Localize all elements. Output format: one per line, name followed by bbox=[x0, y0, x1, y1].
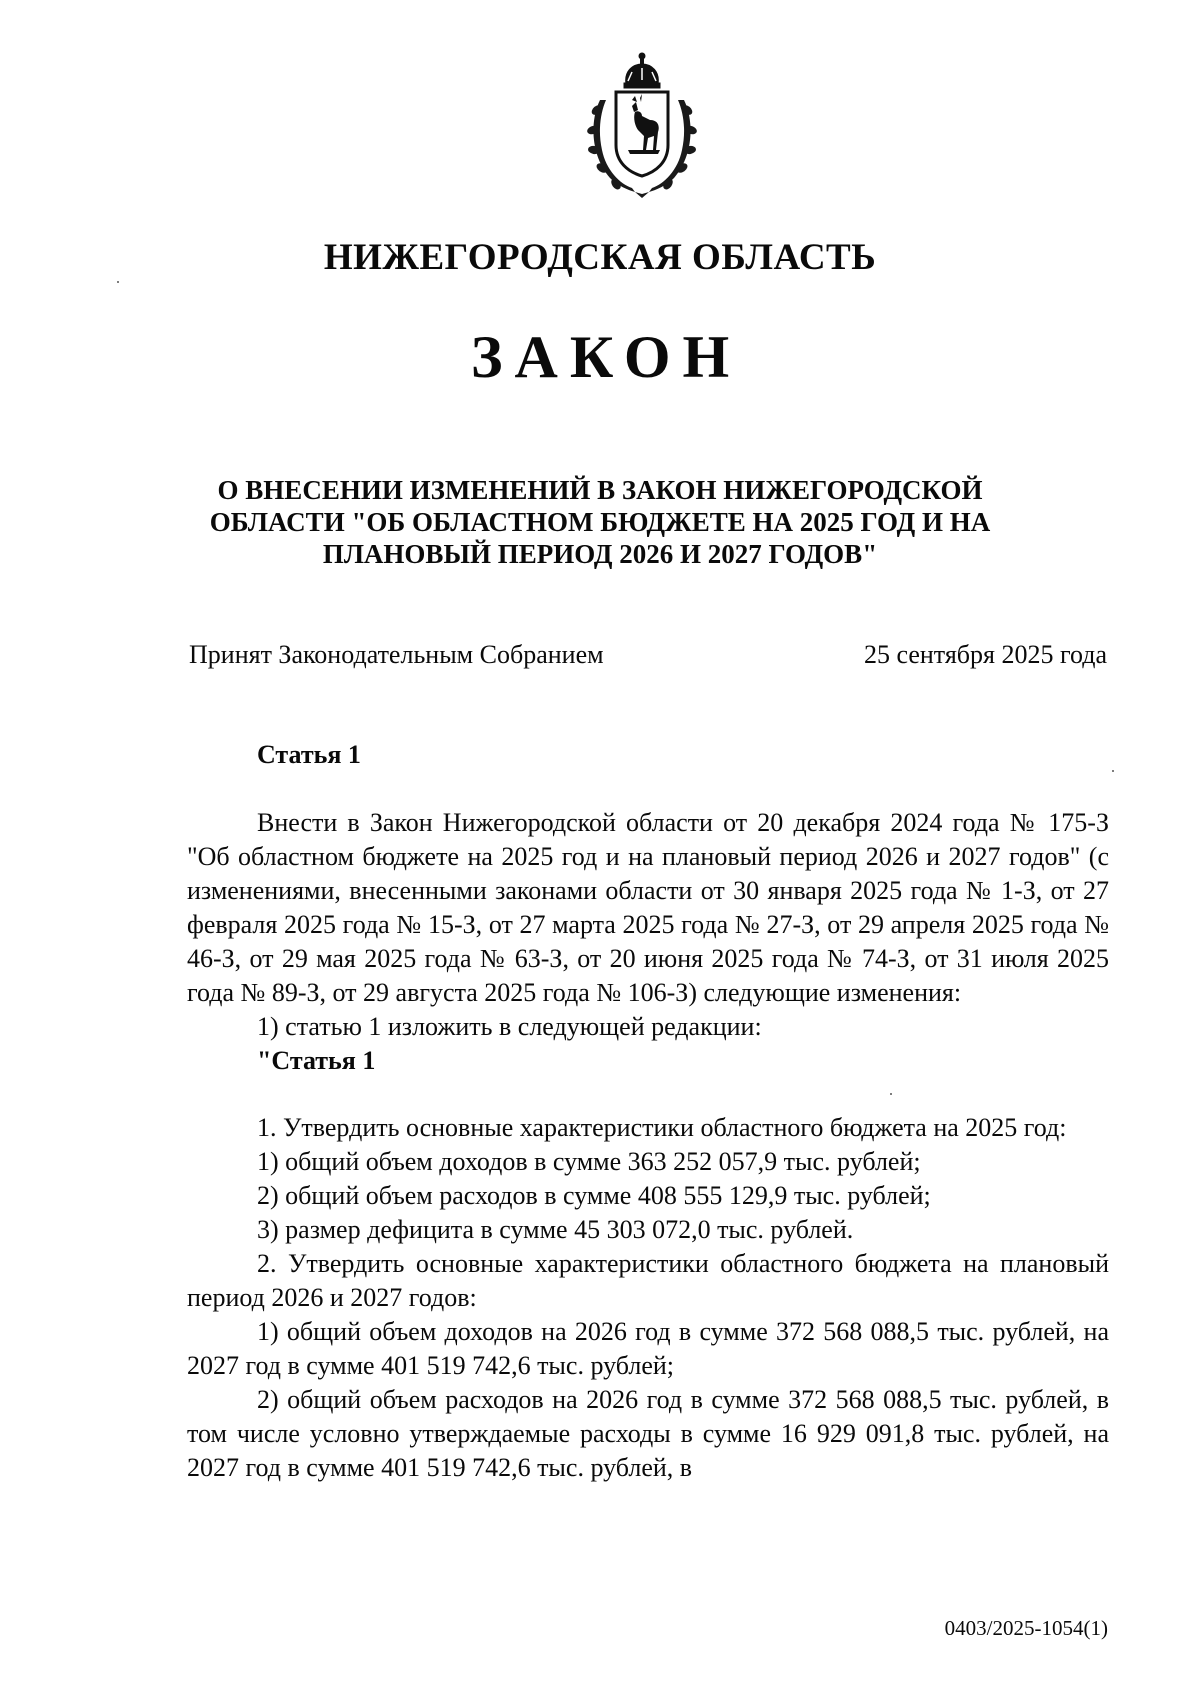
clause-item: 3) размер дефицита в сумме 45 303 072,0 тыс. рублей. bbox=[257, 1215, 854, 1244]
intro-paragraph: Внести в Закон Нижегородской области от 20 декабря 2024 года № 175-З "Об областном бюджете на 2025 год и на плановый период 2026 и 2027 годов" (с изменениями, внесенными законами области от 30 января 2025 года № 1-З, от 27 февраля 2025 года № 15-З, от 27 марта 2025 года № 27-З, от 29 апреля 2025 года № 46-З, от 29 мая 2025 года № 63-З, от 20 июня 2025 года № 74-З, от 31 июля 2025 года № 89-З, от 29 августа 2025 года № 106-З) следующие изменения: bbox=[187, 808, 1109, 1007]
law-title-line: ПЛАНОВЫЙ ПЕРИОД 2026 И 2027 ГОДОВ" bbox=[322, 539, 878, 569]
law-body bbox=[187, 738, 1109, 1485]
clause-item: 2) общий объем расходов в сумме 408 555 129,9 тыс. рублей; bbox=[257, 1181, 931, 1210]
scan-speck bbox=[117, 281, 119, 283]
article-heading: Статья 1 bbox=[257, 740, 361, 769]
clause-paragraph: 1. Утвердить основные характеристики областного бюджета на 2025 год: bbox=[257, 1113, 1067, 1142]
scan-speck bbox=[890, 1093, 892, 1095]
clause-paragraph: 2. Утвердить основные характеристики областного бюджета на плановый период 2026 и 2027 годов: bbox=[187, 1249, 1109, 1312]
change-item: 1) статью 1 изложить в следующей редакции: bbox=[257, 1012, 762, 1041]
region-title: НИЖЕГОРОДСКАЯ ОБЛАСТЬ bbox=[323, 237, 877, 278]
clause-item: 1) общий объем доходов в сумме 363 252 057,9 тыс. рублей; bbox=[257, 1147, 921, 1176]
adoption-date: 25 сентября 2025 года bbox=[863, 640, 1107, 669]
scan-speck bbox=[1112, 770, 1114, 772]
document-number: 0403/2025-1054(1) bbox=[944, 1616, 1108, 1640]
document-type: ЗАКОН bbox=[470, 324, 742, 390]
law-title bbox=[160, 474, 1040, 570]
adoption-line bbox=[189, 640, 1107, 670]
clause-item: 1) общий объем доходов на 2026 год в сумме 372 568 088,5 тыс. рублей, на 2027 год в сумме 401 519 742,6 тыс. рублей; bbox=[187, 1317, 1109, 1380]
crown-icon bbox=[624, 53, 660, 88]
law-title-line: ОБЛАСТИ "ОБ ОБЛАСТНОМ БЮДЖЕТЕ НА 2025 ГОД И НА bbox=[209, 507, 991, 537]
adopted-by-label: Принят Законодательным Собранием bbox=[189, 640, 604, 669]
clause-item: 2) общий объем расходов на 2026 год в сумме 372 568 088,5 тыс. рублей, в том числе условно утверждаемые расходы в сумме 16 929 091,8 тыс. рублей, на 2027 год в сумме 401 519 742,6 тыс. рублей, в bbox=[187, 1385, 1109, 1482]
coat-of-arms-emblem bbox=[580, 50, 704, 200]
quoted-article-heading: "Статья 1 bbox=[257, 1046, 376, 1075]
law-title-line: О ВНЕСЕНИИ ИЗМЕНЕНИЙ В ЗАКОН НИЖЕГОРОДСКОЙ bbox=[217, 475, 983, 505]
